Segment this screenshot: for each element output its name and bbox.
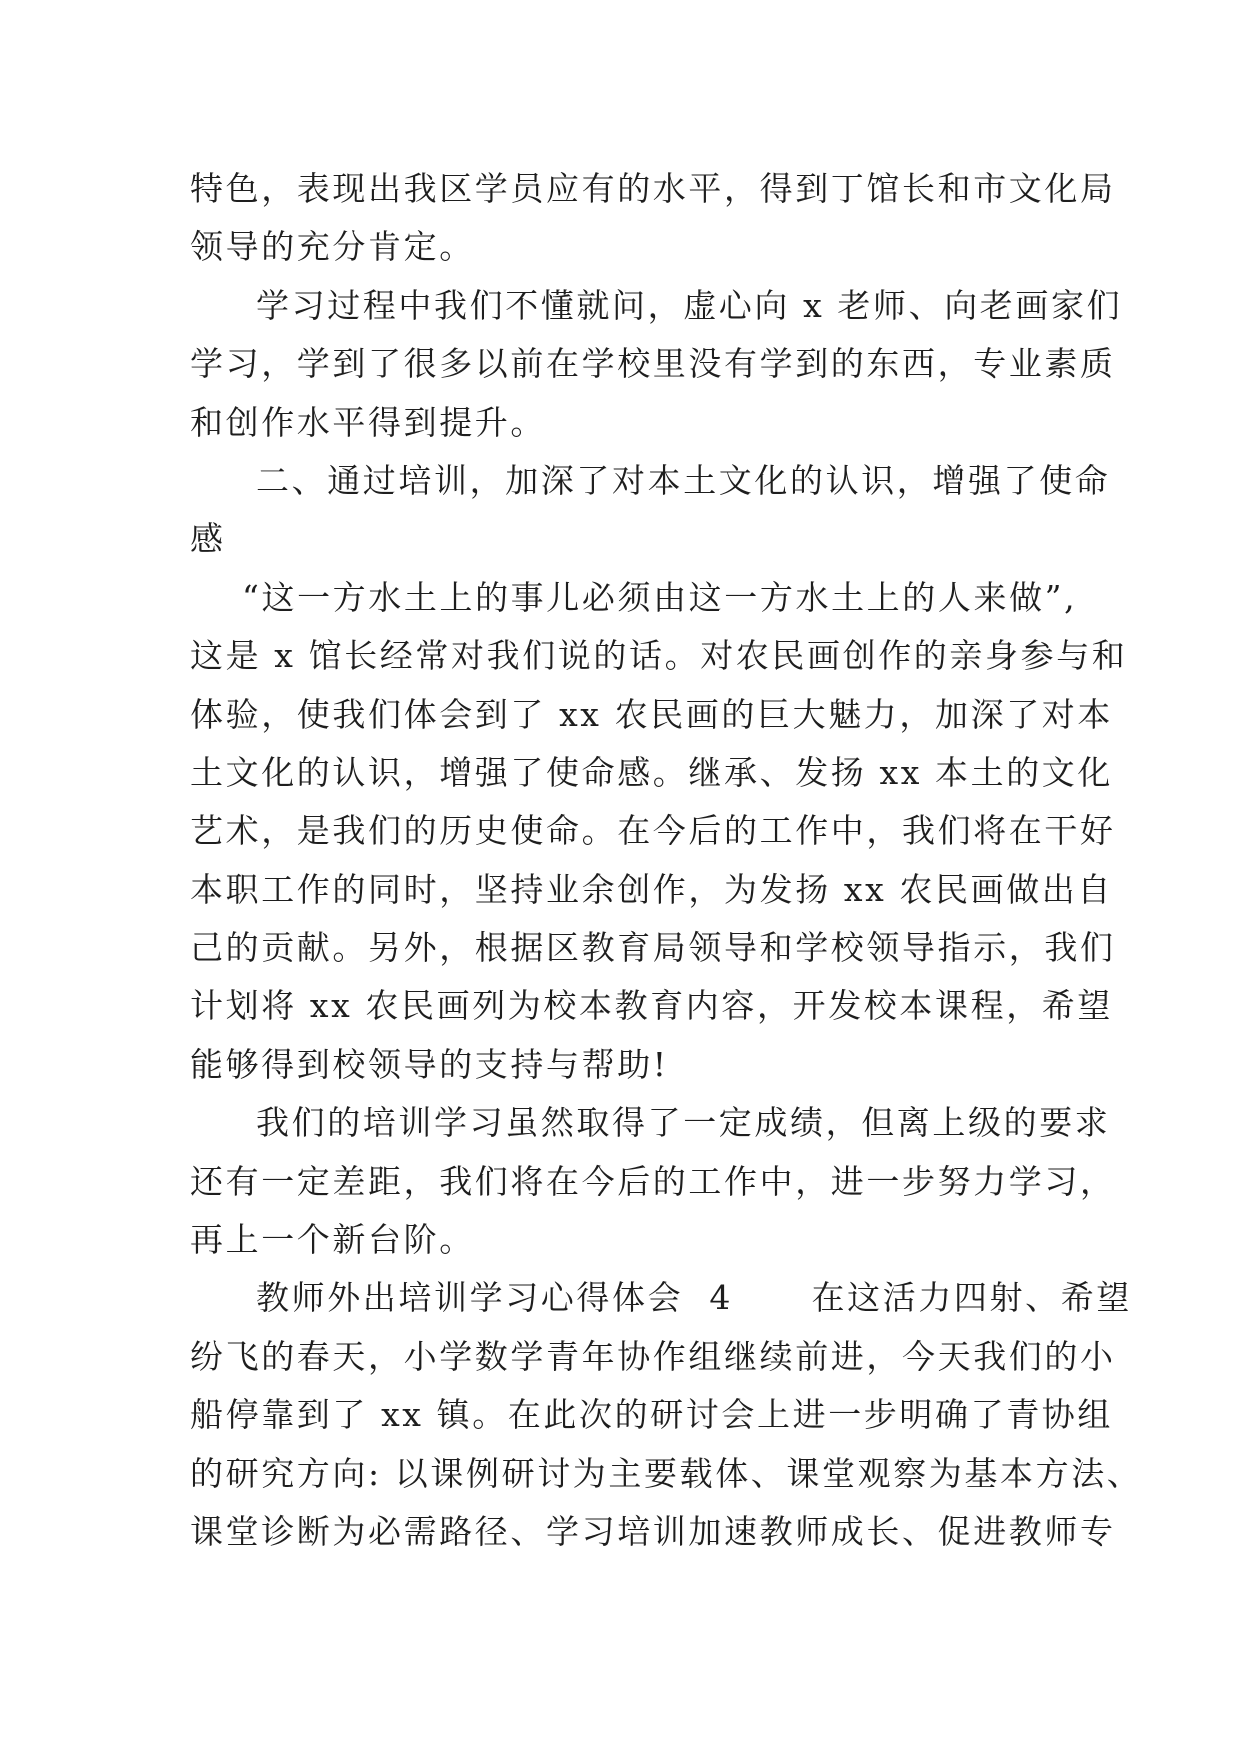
text-line: 和创作水平得到提升。 <box>190 402 546 442</box>
text-line: 纷飞的春天，小学数学青年协作组继续前进，今天我们的小 <box>190 1336 1116 1376</box>
text-line: 能够得到校领导的支持与帮助! <box>190 1044 669 1084</box>
text-line: 本职工作的同时，坚持业余创作，为发扬 xx 农民画做出自 <box>190 869 1114 909</box>
text-line: 课堂诊断为必需路径、学习培训加速教师成长、促进教师专 <box>190 1511 1116 1551</box>
text-line: 艺术，是我们的历史使命。在今后的工作中，我们将在干好 <box>190 811 1116 851</box>
text-line: 的研究方向: 以课例研讨为主要载体、课堂观察为基本方法、 <box>190 1453 1143 1493</box>
text-line: 己的贡献。另外，根据区教育局领导和学校领导指示，我们 <box>190 928 1116 968</box>
text-line: 这是 x 馆长经常对我们说的话。对农民画创作的亲身参与和 <box>190 636 1128 676</box>
text-line: 体验，使我们体会到了 xx 农民画的巨大魅力，加深了对本 <box>190 694 1114 734</box>
text-line: 领导的充分肯定。 <box>190 227 475 267</box>
text-line: 学习，学到了很多以前在学校里没有学到的东西，专业素质 <box>190 344 1116 384</box>
text-line: 土文化的认识，增强了使命感。继承、发扬 xx 本土的文化 <box>190 752 1114 792</box>
paragraph-start-line: 我们的培训学习虽然取得了一定成绩，但离上级的要求 <box>256 1103 1111 1143</box>
paragraph-start-line: 学习过程中我们不懂就问，虚心向 x 老师、向老画家们 <box>256 285 1123 325</box>
paragraph-start-line: 教师外出培训学习心得体会 4 在这活力四射、希望 <box>256 1278 1132 1318</box>
section-heading-line: 二、通过培训，加深了对本土文化的认识，增强了使命 <box>256 460 1111 500</box>
text-line: 计划将 xx 农民画列为校本教育内容，开发校本课程，希望 <box>190 986 1114 1026</box>
text-line: 特色，表现出我区学员应有的水平，得到丁馆长和市文化局 <box>190 169 1116 208</box>
text-line: 船停靠到了 xx 镇。在此次的研讨会上进一步明确了青协组 <box>190 1395 1114 1435</box>
text-line: 再上一个新台阶。 <box>190 1220 475 1260</box>
section-heading-line: 感 <box>190 519 226 559</box>
paragraph-start-line: “这一方水土上的事儿必须由这一方水土上的人来做”, <box>242 577 1078 617</box>
document-body <box>190 160 1143 1561</box>
text-line: 还有一定差距，我们将在今后的工作中，进一步努力学习， <box>190 1161 1116 1201</box>
